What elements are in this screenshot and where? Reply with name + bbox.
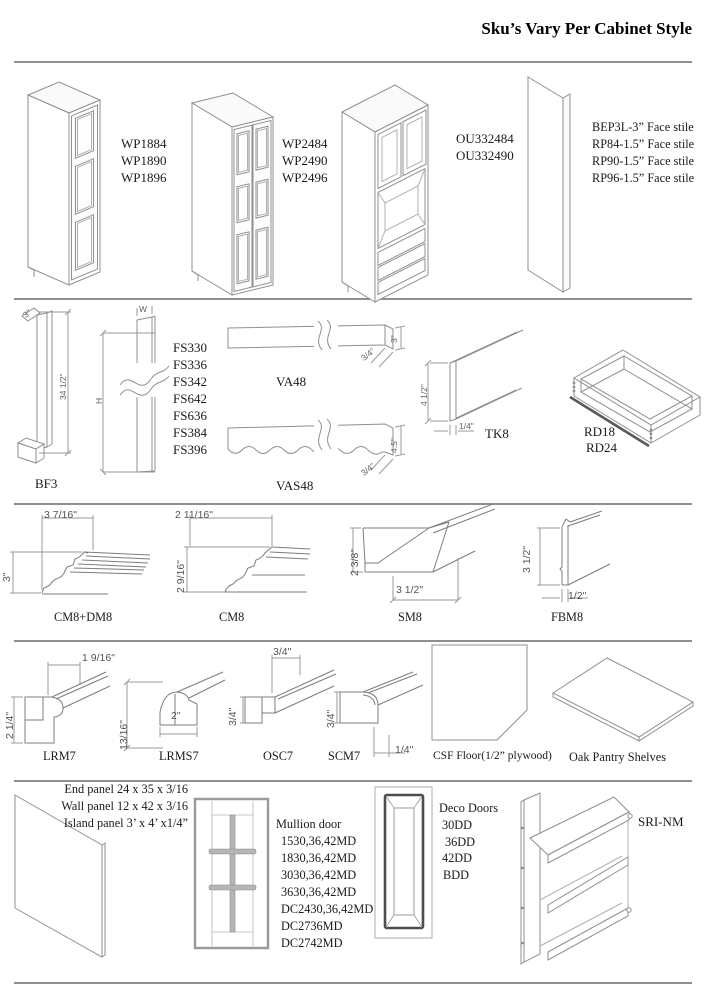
sku-label: RD18	[584, 424, 616, 439]
panel-spec: Island panel 3’ x 4’ x1/4”	[63, 816, 188, 830]
sku-label: WP1884	[121, 136, 167, 151]
oven-cabinet-drawing	[336, 76, 444, 304]
deco-title: Deco Doors	[439, 801, 499, 815]
sm8-height-dim: 2 3/8"	[349, 548, 361, 576]
csf-label: CSF Floor(1/2” plywood)	[433, 750, 552, 762]
vas48-height-dim: 4.5"	[389, 438, 399, 453]
va48-label: VA48	[276, 374, 307, 389]
cm8-label: CM8	[219, 610, 245, 624]
sku-label: FS336	[173, 357, 207, 372]
rollout-drawer-drawing	[558, 340, 706, 462]
cm8dm8-width-dim: 3 7/16"	[44, 509, 77, 521]
scm7-thickness-dim: 1/4"	[395, 744, 414, 756]
bf3-height-dim: 34 1/2"	[58, 373, 68, 400]
valance-drawing	[222, 320, 408, 392]
toe-kick-drawing	[418, 325, 532, 439]
osc7-width-dim: 3/4"	[273, 646, 292, 658]
tk8-height-dim: 4 1/2"	[419, 384, 429, 406]
sku-label: WP2484	[282, 136, 328, 151]
stile-label: RP90-1.5” Face stile	[592, 154, 695, 168]
sku-label: OU332484	[456, 131, 514, 146]
vas48-depth-dim: 3/4"	[359, 460, 377, 478]
sku-label: FS396	[173, 442, 207, 457]
osc7-height-dim: 3/4"	[227, 707, 239, 726]
sku-label: 36DD	[445, 835, 476, 849]
fbm8-label: FBM8	[551, 610, 584, 624]
scalloped-valance-drawing	[222, 418, 408, 498]
lrm7-label: LRM7	[43, 749, 76, 763]
pantry-shelf-drawing	[545, 650, 705, 750]
page-title: Sku’s Vary Per Cabinet Style	[481, 19, 692, 38]
bf3-top-dim: 3"	[21, 307, 34, 320]
lrm7-height-dim: 2 1/4"	[4, 711, 16, 739]
sm8-width-dim: 3 1/2"	[396, 584, 424, 596]
cm8-width-dim: 2 11/16"	[175, 509, 213, 521]
panel-spec: Wall panel 12 x 42 x 3/16	[61, 799, 188, 813]
sku-label: 30DD	[442, 818, 473, 832]
crown-dentil-molding-drawing	[8, 508, 158, 608]
fbm8-width-dim: 1/2"	[568, 590, 587, 602]
sku-label: FS642	[173, 391, 207, 406]
sku-label: OU332490	[456, 148, 514, 163]
sku-label: 1530,36,42MD	[281, 834, 357, 848]
lrm7-width-dim: 1 9/16"	[82, 652, 115, 664]
sku-label: WP2490	[282, 153, 328, 168]
scm7-label: SCM7	[328, 749, 361, 763]
fs-height-dim: H	[94, 397, 104, 404]
sku-label: WP1896	[121, 170, 167, 185]
corner-sink-floor-drawing	[428, 642, 533, 745]
scm7-height-dim: 3/4"	[325, 709, 337, 728]
cm8dm8-label: CM8+DM8	[54, 610, 113, 624]
double-door-pantry-drawing	[185, 78, 280, 303]
stile-label: RP84-1.5” Face stile	[592, 137, 695, 151]
sm8-label: SM8	[398, 610, 422, 624]
lrms7-width-dim: 2"	[171, 710, 181, 722]
starter-molding-drawing	[345, 500, 505, 612]
lrms7-height-dim: 13/16"	[118, 719, 130, 750]
sku-label: 3030,36,42MD	[281, 868, 357, 882]
sku-label: WP2496	[282, 170, 328, 185]
sku-label: FS636	[173, 408, 207, 423]
sku-label: RD24	[586, 440, 618, 455]
divider-line	[14, 61, 692, 63]
va48-depth-dim: 3/4"	[359, 345, 377, 363]
cm8dm8-height-dim: 3"	[1, 572, 13, 582]
vas48-label: VAS48	[276, 478, 314, 493]
sku-label: FS330	[173, 340, 207, 355]
sku-label: 3630,36,42MD	[281, 885, 357, 899]
tk8-thickness-dim: 1/4"	[459, 421, 474, 431]
sku-label: FS384	[173, 425, 207, 440]
cm8-height-dim: 2 9/16"	[175, 560, 187, 593]
sku-label: 42DD	[442, 851, 473, 865]
sku-label: DC2736MD	[281, 919, 343, 933]
base-filler-drawing	[14, 303, 86, 473]
sku-label: DC2430,36,42MD	[281, 902, 374, 916]
light-rail-molding-drawing	[8, 650, 113, 750]
fbm8-height-dim: 3 1/2"	[521, 545, 533, 573]
mullion-door-drawing	[193, 797, 273, 952]
spice-rack-drawing	[518, 788, 646, 968]
sku-label: DC2742MD	[281, 936, 343, 950]
deco-door-drawing	[372, 784, 436, 942]
filler-strip-drawing	[95, 303, 173, 481]
stile-label: BEP3L-3” Face stile	[592, 120, 694, 134]
divider-line	[14, 640, 692, 642]
stile-label: RP96-1.5” Face stile	[592, 171, 695, 185]
outside-corner-molding-drawing	[230, 645, 342, 755]
light-rail-scribe-molding-drawing	[115, 648, 227, 760]
sku-label: WP1890	[121, 153, 167, 168]
crown-molding-drawing	[170, 508, 315, 608]
fs-width-dim: W	[139, 304, 148, 314]
bf3-label: BF3	[35, 476, 58, 491]
face-stile-panel-drawing	[526, 72, 574, 298]
oak-shelves-label: Oak Pantry Shelves	[569, 750, 666, 764]
sku-label: FS342	[173, 374, 207, 389]
panel-spec: End panel 24 x 35 x 3/16	[64, 782, 188, 796]
sku-label: 1830,36,42MD	[281, 851, 357, 865]
tk8-label: TK8	[485, 426, 509, 441]
single-door-pantry-drawing	[18, 70, 110, 295]
lrms7-label: LRMS7	[159, 749, 199, 763]
osc7-label: OSC7	[263, 749, 294, 763]
sri-label: SRI-NM	[638, 814, 684, 829]
mullion-title: Mullion door	[276, 817, 342, 831]
divider-line	[14, 982, 692, 984]
sku-label: BDD	[443, 868, 469, 882]
va48-height-dim: 3"	[389, 335, 399, 343]
